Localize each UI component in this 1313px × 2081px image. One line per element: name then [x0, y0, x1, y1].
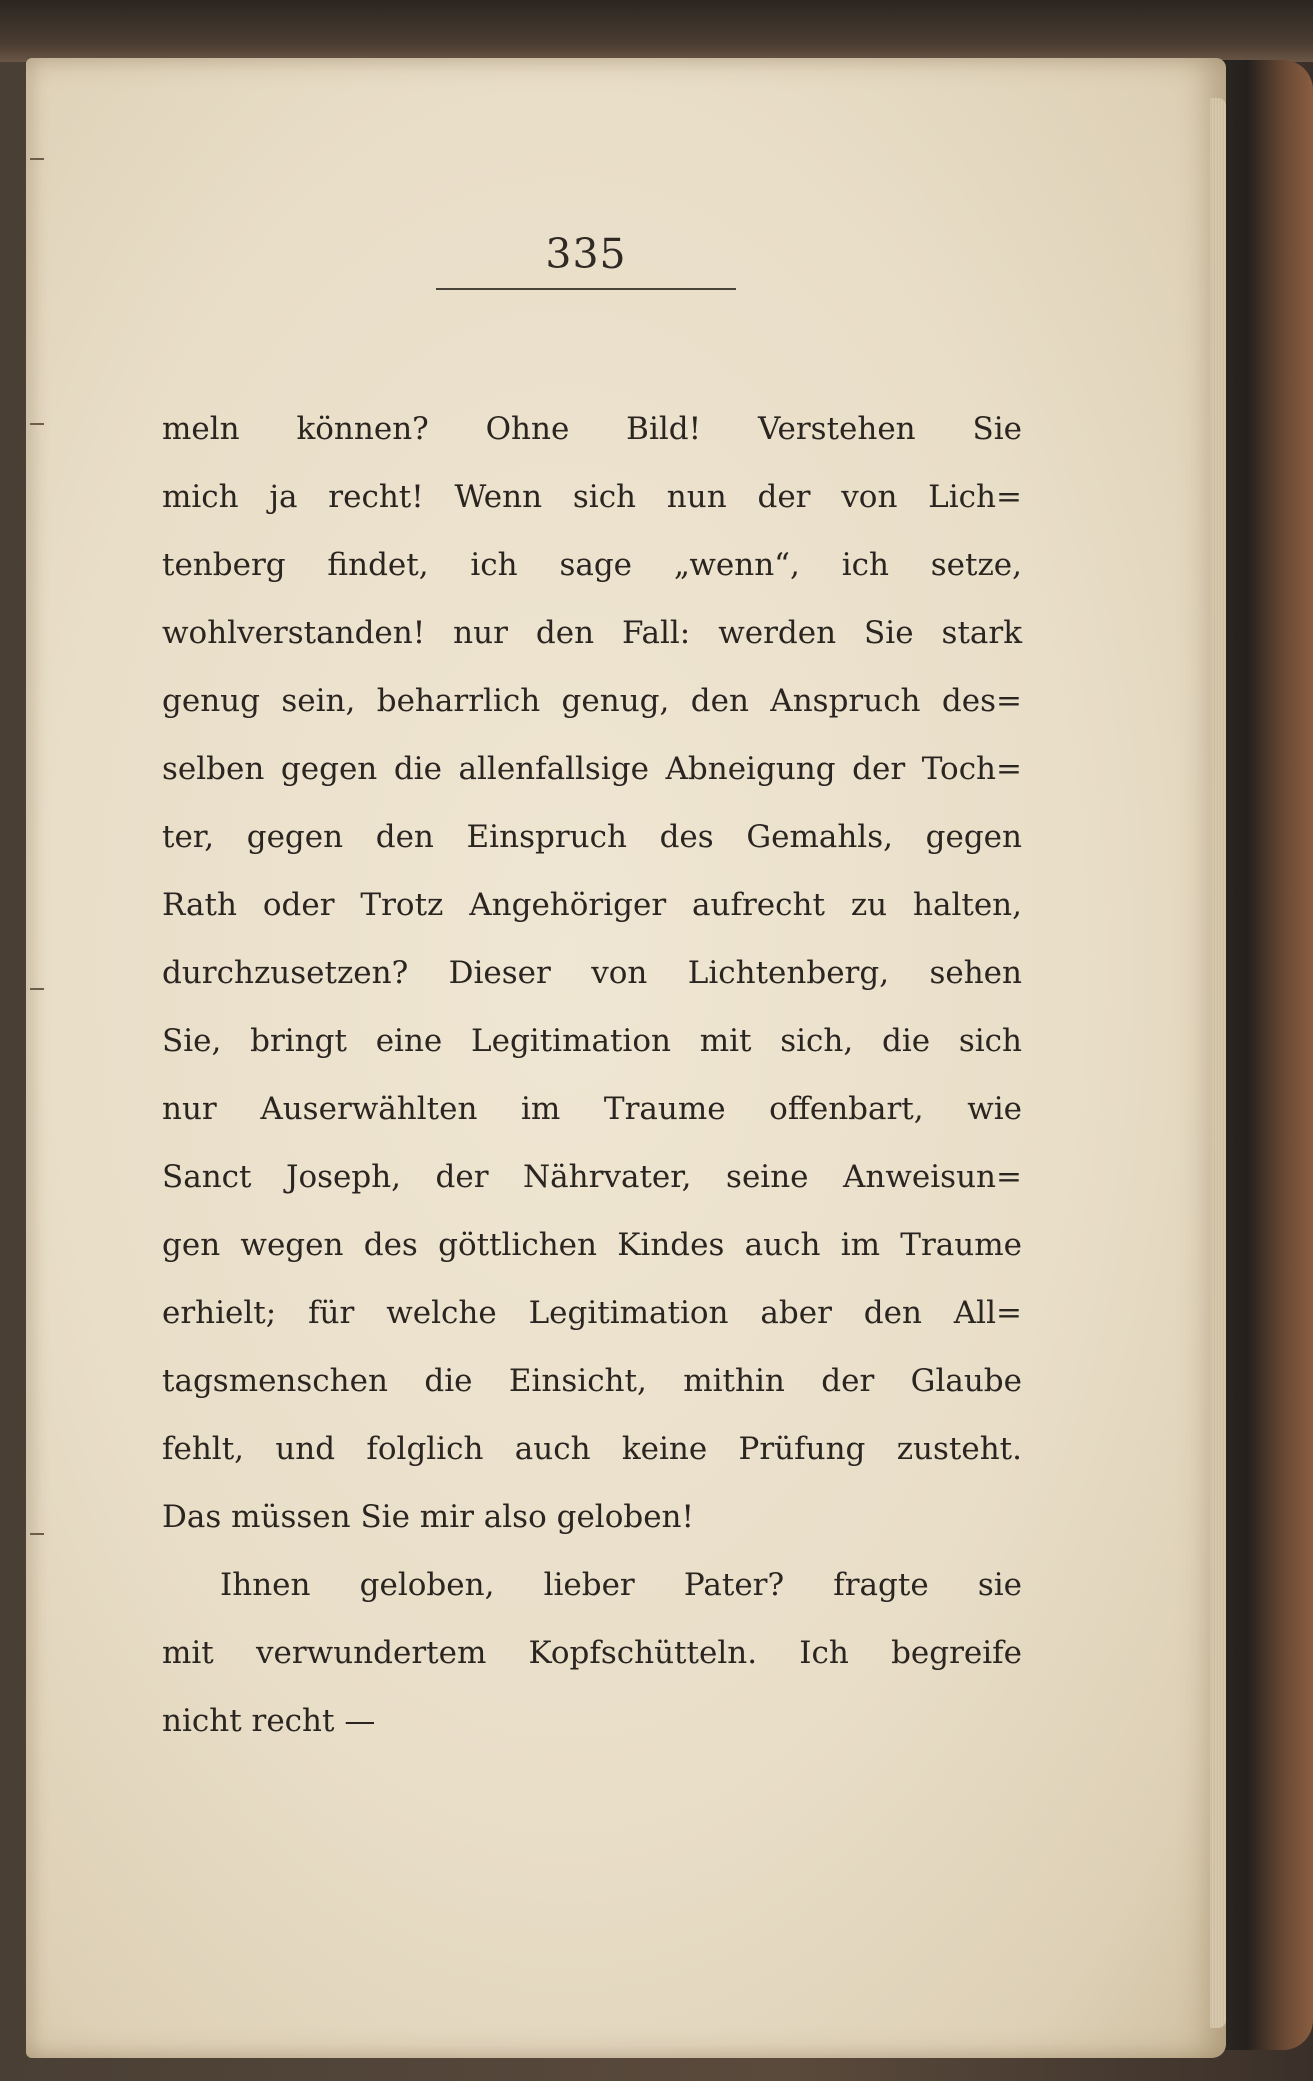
gutter-mark [30, 988, 44, 990]
text-line: selben gegen die allenfallsige Abneigung der Toch= [162, 751, 1022, 787]
text-line: tagsmenschen die Einsicht, mithin der Glaube [162, 1363, 1022, 1399]
text-line: nur Auserwählten im Traume offenbart, wie [162, 1091, 1022, 1127]
gutter-mark [30, 158, 44, 160]
text-line: durchzusetzen? Dieser von Lichtenberg, sehen [162, 955, 1022, 991]
gutter-mark [30, 423, 44, 425]
body-text [162, 395, 1022, 1755]
header-rule [436, 288, 736, 290]
page-number: 335 [545, 230, 627, 278]
gutter-mark [30, 1533, 44, 1535]
text-line: Sanct Joseph, der Nährvater, seine Anweisun= [162, 1159, 1022, 1195]
text-line: Ihnen geloben, lieber Pater? fragte sie [220, 1567, 1022, 1603]
text-line: genug sein, beharrlich genug, den Anspruch des= [162, 683, 1022, 719]
text-line: nicht recht — [162, 1703, 376, 1739]
text-line: gen wegen des göttlichen Kindes auch im Traume [162, 1227, 1022, 1263]
text-line: wohlverstanden! nur den Fall: werden Sie stark [162, 615, 1022, 651]
page-stack-edge [1210, 98, 1226, 2028]
text-line: mich ja recht! Wenn sich nun der von Lich= [162, 479, 1022, 515]
text-line: erhielt; für welche Legitimation aber den All= [162, 1295, 1022, 1331]
text-line: Rath oder Trotz Angehöriger aufrecht zu halten, [162, 887, 1022, 923]
book-page [26, 58, 1226, 2058]
text-line: ter, gegen den Einspruch des Gemahls, gegen [162, 819, 1022, 855]
text-line: tenberg findet, ich sage „wenn“, ich setze, [162, 547, 1022, 583]
text-line: mit verwundertem Kopfschütteln. Ich begreife [162, 1635, 1022, 1671]
book-top-edge [0, 0, 1313, 62]
text-line: fehlt, und folglich auch keine Prüfung zusteht. [162, 1431, 1022, 1467]
text-line: Sie, bringt eine Legitimation mit sich, die sich [162, 1023, 1022, 1059]
text-line: meln können? Ohne Bild! Verstehen Sie [162, 411, 1022, 447]
text-line: Das müssen Sie mir also geloben! [162, 1499, 694, 1535]
